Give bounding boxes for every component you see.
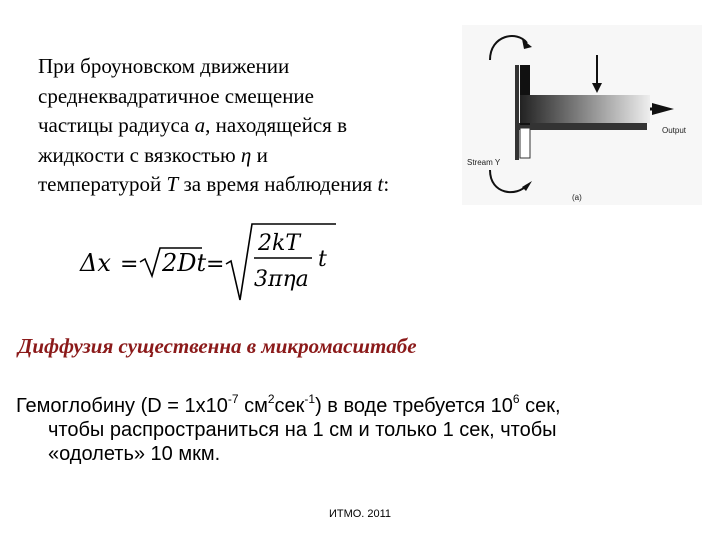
intro-text-part: и xyxy=(251,142,268,167)
formula-equals: = xyxy=(120,252,139,277)
formula-lhs: Δx xyxy=(80,249,111,277)
intro-line xyxy=(38,141,458,171)
paragraph-text: Гемоглобину (D = 1x10 xyxy=(16,395,228,417)
radius-variable: a xyxy=(194,113,206,137)
viscosity-variable: η xyxy=(240,142,252,167)
formula-sqrt-inner: 2Dt xyxy=(162,249,207,277)
intro-text-part: частицы радиуса xyxy=(38,113,195,137)
intro-text-part: за время наблюдения xyxy=(178,172,378,196)
temperature-variable: T xyxy=(166,172,179,196)
formula-time: t xyxy=(318,247,327,272)
formula-equals: = xyxy=(206,252,225,277)
paragraph-text: сек, xyxy=(519,395,561,417)
paragraph-line xyxy=(16,394,706,418)
intro-text-part: жидкости с вязкостью xyxy=(38,142,241,167)
paragraph-line: «одолеть» 10 мкм. xyxy=(48,443,221,465)
diagram-caption: (a) xyxy=(572,193,582,202)
paragraph-text: ) в воде требуется 10 xyxy=(315,395,513,417)
intro-text-part: температурой xyxy=(38,172,167,196)
section-heading: Диффузия существенна в микромасштабе xyxy=(18,334,417,358)
intro-line xyxy=(38,111,458,141)
paragraph-line: чтобы распространиться на 1 см и только 1 сек, чтобы xyxy=(48,419,557,441)
superscript: 2 xyxy=(267,392,275,407)
time-variable: t xyxy=(377,172,384,196)
intro-text xyxy=(38,52,458,200)
superscript: -1 xyxy=(304,392,316,407)
output-label: Output xyxy=(662,126,687,135)
paragraph-text: сек xyxy=(274,395,305,417)
microfluidic-diagram xyxy=(462,25,702,205)
inlet-y-channel xyxy=(520,128,530,158)
displacement-formula xyxy=(78,222,338,304)
fraction-numerator: 2kT xyxy=(258,231,301,256)
diffusion-channel xyxy=(520,95,650,123)
stream-label: Stream Y xyxy=(467,158,501,167)
intro-line: среднеквадратичное смещение xyxy=(38,83,314,108)
superscript: 6 xyxy=(512,392,520,407)
intro-line: При броуновском движении xyxy=(38,54,290,78)
intro-text-part: : xyxy=(383,172,390,196)
footer-text: ИТМО. 2011 xyxy=(328,508,392,520)
intro-line xyxy=(38,170,458,200)
hemoglobin-paragraph xyxy=(16,394,706,466)
intro-text-part: , находящейся в xyxy=(205,113,347,137)
superscript: -7 xyxy=(227,392,239,407)
paragraph-text: см xyxy=(238,395,268,417)
fraction-denominator: 3πηa xyxy=(254,267,309,292)
